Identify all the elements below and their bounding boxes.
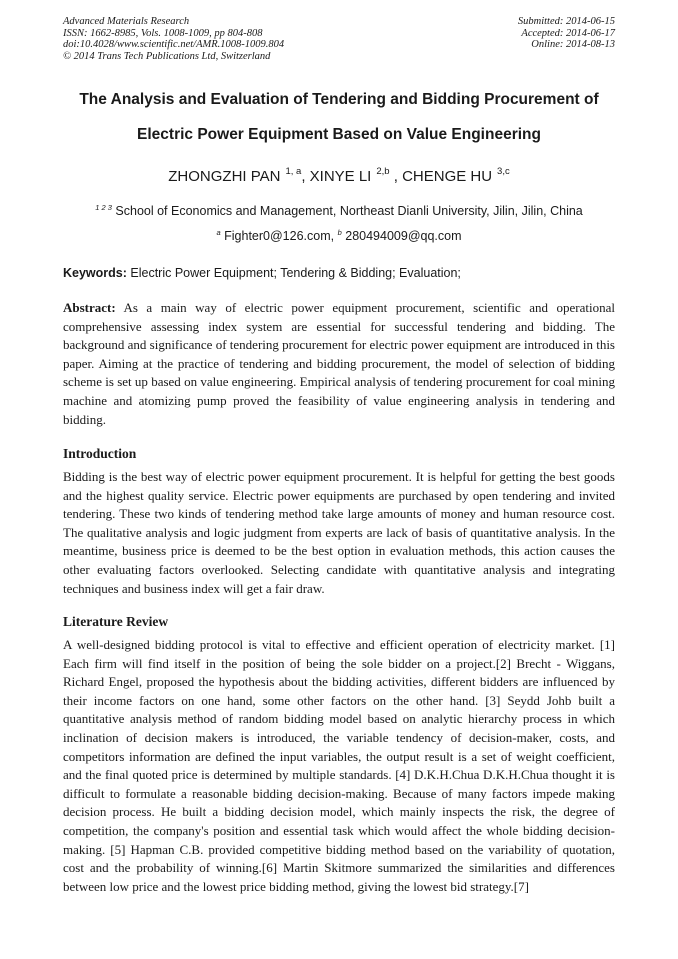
- author-sup: 1, a: [285, 166, 302, 177]
- literature-review-text: A well-designed bidding protocol is vital to effective and efficient operation of electricity market. [1] Each firm will find itself in the position of being the sole bidder on a project.[2] Brecht - Wiggans, Richard Engel, proposed the hypothesis about the bidding activities, different bidders are influenced by their income factors on one hand, some other factors on the other hand. [3] Seydd Johb built a quantitative analysis method of random bidding model based on analytic hierarchy process in which inclination of decision makers is introduced, the variable tendency of decision-maker, costs, and competitors information are defined the input variables, the output result is a set of weight coefficient, and the final quoted price is determined by multiple standards. [4] D.K.H.Chua D.K.H.Chua thought it is difficult to formulate a reasonable bidding decision-making. Because of many factors impede making decision process. He built a bidding decision model, which mainly inspects the risk, the degree of competition, the company's position and essential task which would affect the whole bidding decision-making. [5] Hapman C.B. provided competitive bidding method based on the variability of quotation, cost and the probability of winning.[6] Martin Skitmore summarized the similarities and differences between low price and the lowest price bidding method, giving the lowest bid strategy.[7]: [63, 637, 615, 894]
- keywords-label: Keywords:: [63, 266, 127, 280]
- submitted-date: Submitted: 2014-06-15: [517, 16, 615, 27]
- abstract-label: Abstract:: [63, 300, 116, 315]
- email-a-sup: a: [216, 228, 221, 237]
- issn-line: ISSN: 1662-8985, Vols. 1008-1009, pp 804-808: [63, 27, 263, 39]
- doi-line: doi:10.4028/www.scientific.net/AMR.1008-1009.804: [63, 39, 285, 50]
- affiliation-sup: 1 2 3: [95, 203, 112, 212]
- paper-title-line-2: Electric Power Equipment Based on Value Engineering: [137, 126, 541, 143]
- online-date: Online: 2014-08-13: [531, 39, 615, 50]
- introduction-heading: Introduction: [63, 446, 137, 461]
- affiliation-text: School of Economics and Management, Northeast Dianli University, Jilin, Jilin, China: [115, 204, 583, 219]
- author-name: CHENGE HU: [402, 168, 493, 185]
- affiliation: [40, 203, 638, 218]
- author-sep: ,: [301, 168, 310, 185]
- literature-review-heading: Literature Review: [63, 614, 169, 629]
- author-name: XINYE LI: [309, 168, 372, 185]
- accepted-date: Accepted: 2014-06-17: [521, 27, 615, 39]
- abstract-text: As a main way of electric power equipment procurement, scientific and operational comprehensive assessing index system are essential for successful tendering and bidding. The background and significance of tendering procurement for electric power equipment are introduced in this paper. Aiming at the practice of tendering and bidding procurement, the model of selection of bidding scheme is set up based on value engineering. Empirical analysis of tendering procurement for coal mining machine and atomizing pump proved the feasibility of value engineering analysis in tendering and bidding.: [63, 300, 615, 427]
- journal-name: Advanced Materials Research: [63, 16, 190, 27]
- keywords: [63, 266, 623, 280]
- keywords-text: Electric Power Equipment; Tendering & Bidding; Evaluation;: [130, 266, 461, 280]
- author-sup: 2,b: [376, 166, 390, 177]
- paper-title-line-1: The Analysis and Evaluation of Tendering and Bidding Procurement of: [79, 91, 599, 108]
- email-a[interactable]: Fighter0@126.com,: [224, 229, 335, 244]
- submission-dates: [518, 16, 615, 51]
- author-sup: 3,c: [497, 166, 510, 177]
- journal-info: [63, 16, 284, 62]
- email-b-sup: b: [337, 228, 342, 237]
- introduction-text: Bidding is the best way of electric power equipment procurement. It is helpful for getting the best goods and the highest quality service. Electric power equipments are purchased by open tendering and invited tendering. These two kinds of tendering method take large amounts of money and human resource cost. The qualitative analysis and logic judgment from experts are lack of basis of quantitative analysis. In the meantime, business price is deemed to be the best option in evaluation methods, this action causes the other evaluating factors overlooked. Selecting candidate with quantitative analysis and integrating techniques and business index will get a fair draw.: [63, 469, 615, 596]
- email-b[interactable]: 280494009@qq.com: [345, 229, 462, 244]
- author-sep: ,: [389, 168, 403, 185]
- copyright-line: © 2014 Trans Tech Publications Ltd, Switzerland: [63, 50, 271, 62]
- author-name: ZHONGZHI PAN: [168, 168, 281, 185]
- abstract: [63, 299, 615, 429]
- author-emails: [40, 228, 638, 243]
- author-list: [40, 167, 638, 185]
